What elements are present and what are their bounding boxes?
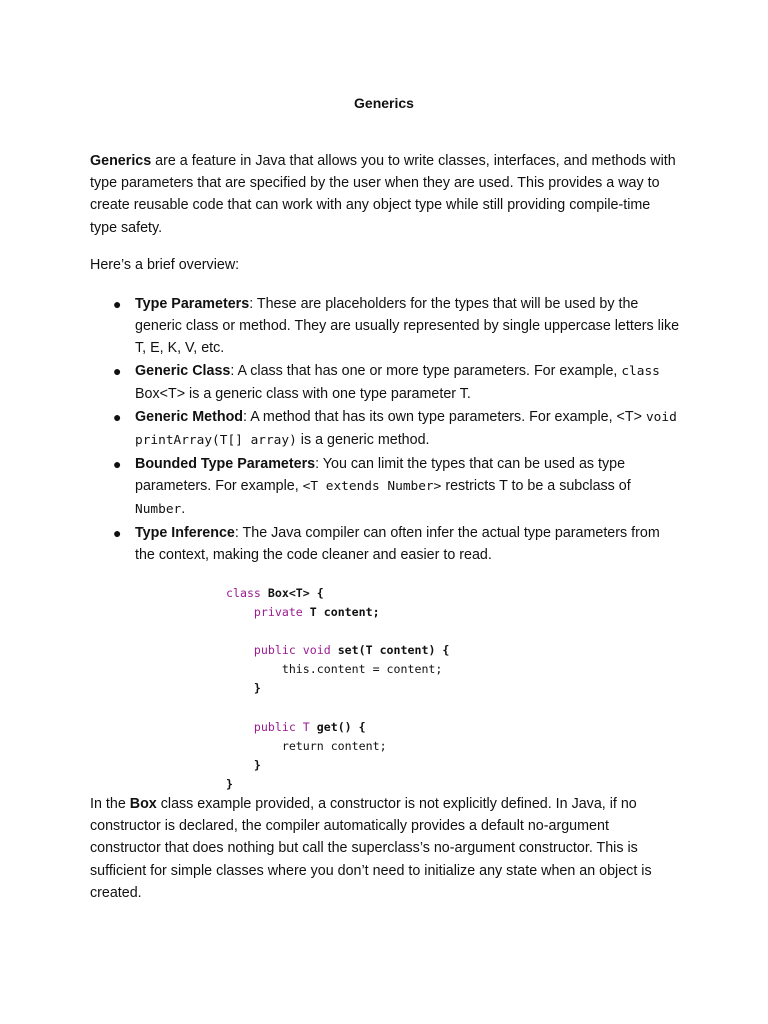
code-text: this.content = content; (281, 662, 443, 677)
bullet-text: : The Java compiler can often infer the actual type parameters from the context, making the code cleaner and easier to read. (135, 525, 660, 564)
bullet-icon: ● (113, 296, 122, 312)
overview-line: Here’s a brief overview: (90, 257, 240, 273)
bullet-text: : A method that has its own type parameters. For example, <T> (243, 409, 646, 426)
outro-text: class example provided, a constructor is not explicitly defined. In Java, if no constructor is declared, the compiler automatically provides a default no-argument constructor that does nothing but call the superclass’s no-argument constructor. This is sufficient for simple classes where you don’t need to initialize any state when an object is created. (90, 796, 652, 901)
bullet-text: : You can limit the types that can be used as type parameters. For example, (135, 455, 626, 495)
list-item (90, 453, 680, 522)
code-keyword: public (253, 643, 296, 658)
code-keyword: T (302, 719, 310, 734)
intro-term: Generics (90, 153, 152, 169)
bullet-icon: ● (113, 409, 122, 426)
code-keyword: private (253, 605, 303, 620)
bullet-text: restricts T to be a subclass of (441, 478, 631, 495)
bullet-text: . (181, 501, 186, 518)
overview-list (90, 293, 680, 567)
intro-paragraph (90, 150, 680, 239)
inline-code: void printArray(T[] array) (135, 410, 677, 449)
bullet-text: Box<T> is a generic class with one type parameter T. (135, 386, 471, 403)
bullet-term: Generic Class (135, 363, 231, 380)
code-text: T content; (302, 605, 380, 620)
list-item (90, 293, 680, 360)
code-keyword: class (226, 586, 261, 600)
bullet-text: is a generic method. (296, 432, 430, 449)
code-text: Box<T> { (260, 586, 324, 600)
code-text: set(T content) { (330, 643, 450, 658)
code-keyword: public (253, 719, 296, 734)
inline-code: Number (135, 502, 182, 518)
list-item (90, 522, 680, 566)
code-text: return content; (281, 738, 387, 753)
bullet-icon: ● (113, 455, 122, 472)
intro-text: are a feature in Java that allows you to write classes, interfaces, and methods with type parameters that are specified by the user when they are used. This provides a way to create reusable code that can work with any object type while still providing compile-time type safety. (90, 153, 676, 236)
list-item (90, 360, 680, 405)
inline-code: <T extends Number> (302, 479, 442, 495)
outro-prefix: In the (90, 796, 130, 812)
code-text: } (253, 757, 261, 772)
code-text: } (253, 681, 261, 696)
code-text: get() { (309, 719, 366, 734)
bullet-term: Type Parameters (135, 296, 250, 312)
code-block (226, 584, 449, 794)
page-title: Generics (354, 95, 414, 111)
list-item (90, 406, 680, 452)
outro-paragraph (90, 793, 680, 904)
bullet-text: : These are placeholders for the types that will be used by the generic class or method. They are usually represented by single uppercase letters like T, E, K, V, etc. (135, 296, 680, 357)
inline-code: class (621, 364, 660, 380)
bullet-icon: ● (113, 363, 122, 380)
bullet-term: Generic Method (135, 409, 244, 426)
bullet-icon: ● (113, 525, 122, 542)
bullet-term: Type Inference (135, 525, 235, 542)
code-text: } (226, 776, 233, 791)
code-keyword: void (302, 643, 331, 658)
bullet-term: Bounded Type Parameters (135, 455, 316, 472)
bullet-text: : A class that has one or more type parameters. For example, (230, 363, 622, 380)
outro-term: Box (129, 796, 157, 812)
